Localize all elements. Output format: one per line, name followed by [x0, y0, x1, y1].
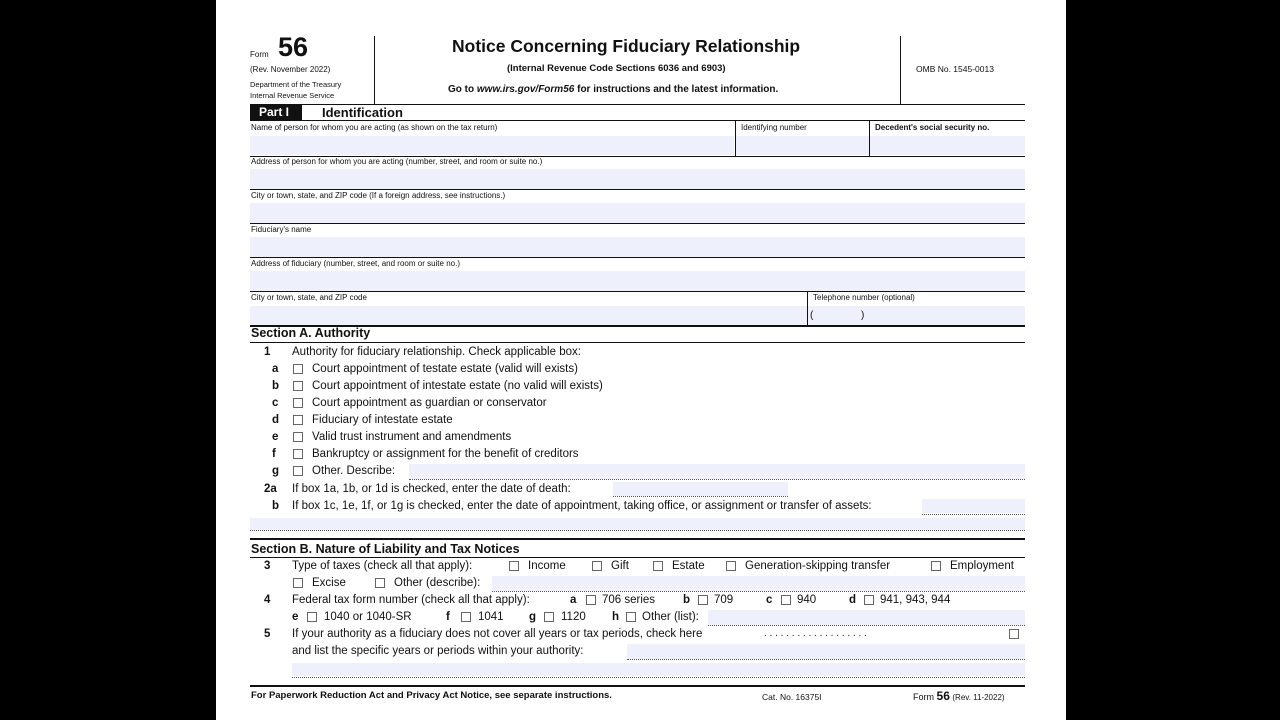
- form-e-letter: e: [292, 611, 299, 623]
- cat-number: Cat. No. 16375I: [762, 692, 822, 702]
- line1-text: Authority for fiduciary relationship. Check applicable box:: [292, 346, 581, 358]
- form-706-label: 706 series: [602, 594, 656, 606]
- tax-income-checkbox[interactable]: [509, 561, 519, 571]
- form-1040-label: 1040 or 1040-SR: [324, 611, 412, 623]
- form-h-letter: h: [612, 611, 620, 623]
- dept-line2: Internal Revenue Service: [250, 91, 335, 100]
- tax-other-label: Other (describe):: [394, 577, 481, 589]
- form-1040-checkbox[interactable]: [307, 612, 317, 622]
- irs-url-link[interactable]: www.irs.gov/Form56: [476, 84, 575, 95]
- tax-employment-label: Employment: [950, 560, 1014, 572]
- identifying-number-label: Identifying number: [741, 123, 807, 132]
- line4-number: 4: [264, 594, 271, 606]
- option-a-checkbox[interactable]: [293, 364, 303, 374]
- form-other-list-input[interactable]: [708, 610, 1025, 625]
- tax-excise-label: Excise: [312, 577, 346, 589]
- option-e-letter: e: [272, 431, 279, 443]
- option-g-checkbox[interactable]: [293, 466, 303, 476]
- option-f-letter: f: [272, 448, 276, 460]
- form-706-checkbox[interactable]: [586, 595, 596, 605]
- address-input[interactable]: [250, 169, 1025, 189]
- form-word: Form: [250, 50, 269, 59]
- option-f-label: Bankruptcy or assignment for the benefit of creditors: [312, 448, 579, 460]
- form-subtitle: (Internal Revenue Code Sections 6036 and 6903): [507, 63, 726, 74]
- line3-text: Type of taxes (check all that apply):: [292, 560, 473, 572]
- city-label: City or town, state, and ZIP code (If a foreign address, see instructions.): [251, 191, 506, 200]
- name-input[interactable]: [250, 136, 734, 155]
- goto-line: Go to www.irs.gov/Form56 for instructions and the latest information.: [448, 84, 779, 95]
- option-b-checkbox[interactable]: [293, 381, 303, 391]
- tax-other-describe-input[interactable]: [492, 576, 1025, 591]
- form-1120-checkbox[interactable]: [544, 612, 554, 622]
- form-941-label: 941, 943, 944: [880, 594, 951, 606]
- phone-open-paren: (: [810, 310, 814, 321]
- paperwork-notice: For Paperwork Reduction Act and Privacy Act Notice, see separate instructions.: [251, 690, 612, 701]
- option-c-letter: c: [272, 397, 279, 409]
- form-d-letter: d: [849, 594, 857, 606]
- omb-number: OMB No. 1545-0013: [916, 64, 994, 74]
- ssn-label: Decedent's social security no.: [875, 123, 990, 132]
- form-number: 56: [278, 32, 309, 62]
- option-c-checkbox[interactable]: [293, 398, 303, 408]
- fiduciary-city-input[interactable]: [250, 306, 807, 325]
- address-label: Address of person for whom you are acting (number, street, and room or suite no.): [251, 157, 543, 166]
- option-d-label: Fiduciary of intestate estate: [312, 414, 453, 426]
- form-709-checkbox[interactable]: [698, 595, 708, 605]
- part1-title: Identification: [322, 105, 403, 120]
- option-e-checkbox[interactable]: [293, 432, 303, 442]
- line1-number: 1: [264, 346, 271, 358]
- section-a-title: Section A. Authority: [251, 326, 371, 340]
- form-f-letter: f: [446, 611, 450, 623]
- line2a-number: 2a: [264, 483, 277, 495]
- date-of-appointment-input[interactable]: [922, 499, 1025, 513]
- form-1120-label: 1120: [561, 611, 586, 623]
- phone-input[interactable]: [808, 306, 1025, 325]
- tax-employment-checkbox[interactable]: [931, 561, 941, 571]
- form-g-letter: g: [529, 611, 537, 623]
- line2b-continuation-input[interactable]: [250, 518, 1025, 530]
- form-revision: (Rev. November 2022): [250, 65, 331, 74]
- line5-number: 5: [264, 628, 271, 640]
- option-g-letter: g: [272, 465, 280, 477]
- ssn-input[interactable]: [870, 136, 1025, 155]
- option-a-label: Court appointment of testate estate (valid will exists): [312, 363, 578, 375]
- option-f-checkbox[interactable]: [293, 449, 303, 459]
- option-g-label: Other. Describe:: [312, 465, 396, 477]
- form-a-letter: a: [570, 594, 577, 606]
- option-d-letter: d: [272, 414, 280, 426]
- form-709-label: 709: [714, 594, 734, 606]
- date-of-death-input[interactable]: [613, 482, 788, 496]
- city-input[interactable]: [250, 203, 1025, 223]
- form-other-checkbox[interactable]: [626, 612, 636, 622]
- option-d-checkbox[interactable]: [293, 415, 303, 425]
- tax-income-label: Income: [528, 560, 566, 572]
- line5-text: If your authority as a fiduciary does not cover all years or tax periods, check here: [292, 628, 703, 640]
- tax-estate-checkbox[interactable]: [653, 561, 663, 571]
- form-other-label: Other (list):: [642, 611, 699, 623]
- tax-excise-checkbox[interactable]: [293, 578, 303, 588]
- line5-leader-dots: . . . . . . . . . . . . . . . . . . .: [764, 628, 867, 639]
- form-1041-label: 1041: [478, 611, 504, 623]
- line2b-text: If box 1c, 1e, 1f, or 1g is checked, enter the date of appointment, taking office, or assignment or transfer of assets:: [292, 500, 872, 512]
- form-940-checkbox[interactable]: [781, 595, 791, 605]
- form-title: Notice Concerning Fiduciary Relationship: [452, 36, 801, 56]
- form-c-letter: c: [766, 594, 773, 606]
- form-page: [216, 0, 1066, 720]
- tax-gift-checkbox[interactable]: [592, 561, 602, 571]
- identifying-number-input[interactable]: [736, 136, 869, 155]
- option-a-letter: a: [272, 363, 279, 375]
- line5-continuation-input[interactable]: [292, 663, 1025, 676]
- option-c-label: Court appointment as guardian or conservator: [312, 397, 547, 409]
- fiduciary-name-label: Fiduciary's name: [251, 225, 312, 234]
- option-b-label: Court appointment of intestate estate (no valid will exists): [312, 380, 603, 392]
- tax-gst-checkbox[interactable]: [726, 561, 736, 571]
- tax-estate-label: Estate: [672, 560, 705, 572]
- line3-number: 3: [264, 560, 271, 572]
- dept-line1: Department of the Treasury: [250, 80, 342, 89]
- phone-label: Telephone number (optional): [813, 293, 915, 302]
- line4-text: Federal tax form number (check all that apply):: [292, 594, 530, 606]
- option-b-letter: b: [272, 380, 280, 392]
- name-label: Name of person for whom you are acting (as shown on the tax return): [251, 123, 498, 132]
- option-e-label: Valid trust instrument and amendments: [312, 431, 512, 443]
- tax-other-checkbox[interactable]: [375, 578, 385, 588]
- form-1041-checkbox[interactable]: [461, 612, 471, 622]
- section-b-title: Section B. Nature of Liability and Tax Notices: [251, 542, 520, 556]
- tax-gift-label: Gift: [611, 560, 629, 572]
- phone-close-paren: ): [861, 310, 865, 321]
- fiduciary-address-input[interactable]: [250, 271, 1025, 291]
- line5-periods-input[interactable]: [627, 644, 1025, 659]
- fiduciary-city-label: City or town, state, and ZIP code: [251, 293, 367, 302]
- option-g-describe-input[interactable]: [409, 464, 1025, 479]
- line5-checkbox[interactable]: [1009, 629, 1019, 639]
- part1-tag: Part I: [259, 105, 290, 119]
- form-940-label: 940: [797, 594, 817, 606]
- form-b-letter: b: [683, 594, 691, 606]
- fiduciary-address-label: Address of fiduciary (number, street, and room or suite no.): [251, 259, 460, 268]
- tax-gst-label: Generation-skipping transfer: [745, 560, 891, 572]
- form-941-checkbox[interactable]: [864, 595, 874, 605]
- line2a-text: If box 1a, 1b, or 1d is checked, enter the date of death:: [292, 483, 571, 495]
- line2b-number: b: [272, 500, 280, 512]
- fiduciary-name-input[interactable]: [250, 237, 1025, 257]
- footer-form-ref: Form 56 (Rev. 11-2022): [913, 689, 1005, 703]
- line5-text2: and list the specific years or periods within your authority:: [292, 645, 584, 657]
